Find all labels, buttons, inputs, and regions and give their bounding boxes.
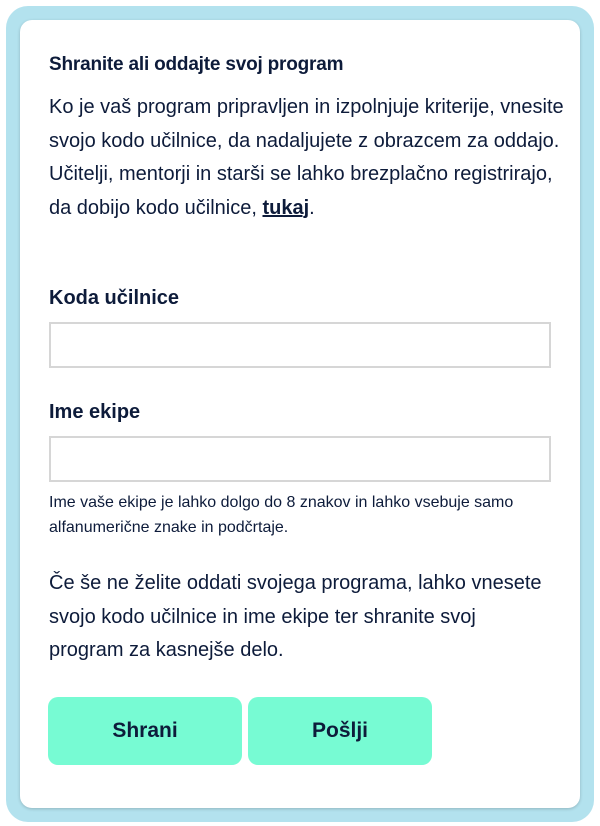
dialog-title: Shranite ali oddajte svoj program <box>49 54 344 75</box>
team-name-help: Ime vaše ekipe je lahko dolgo do 8 znakov in lahko vsebuje samo alfanumerične znake in podčrtaje. <box>49 494 514 536</box>
intro-text <box>49 91 569 225</box>
save-button[interactable]: Shrani <box>48 697 242 765</box>
classroom-code-label: Koda učilnice <box>49 287 180 309</box>
register-link[interactable]: tukaj <box>262 196 310 219</box>
intro-text-body: Ko je vaš program pripravljen in izpolnjuje kriterije, vnesite svojo kodo učilnice, da nadaljujete z obrazcem za oddajo. Učitelji, mentorji in starši se lahko brezplačno registrirajo, da dobijo kodo učilnice, <box>49 96 564 219</box>
intro-text-end: . <box>309 196 315 219</box>
team-name-label: Ime ekipe <box>49 401 141 423</box>
team-name-input[interactable] <box>49 436 551 482</box>
submit-button[interactable]: Pošlji <box>248 697 432 765</box>
submit-dialog <box>20 20 580 808</box>
classroom-code-input[interactable] <box>49 322 551 368</box>
save-note: Če še ne želite oddati svojega programa, lahko vnesete svojo kodo učilnice in ime ekipe ter shranite svoj program za kasnejše delo. <box>49 572 542 661</box>
